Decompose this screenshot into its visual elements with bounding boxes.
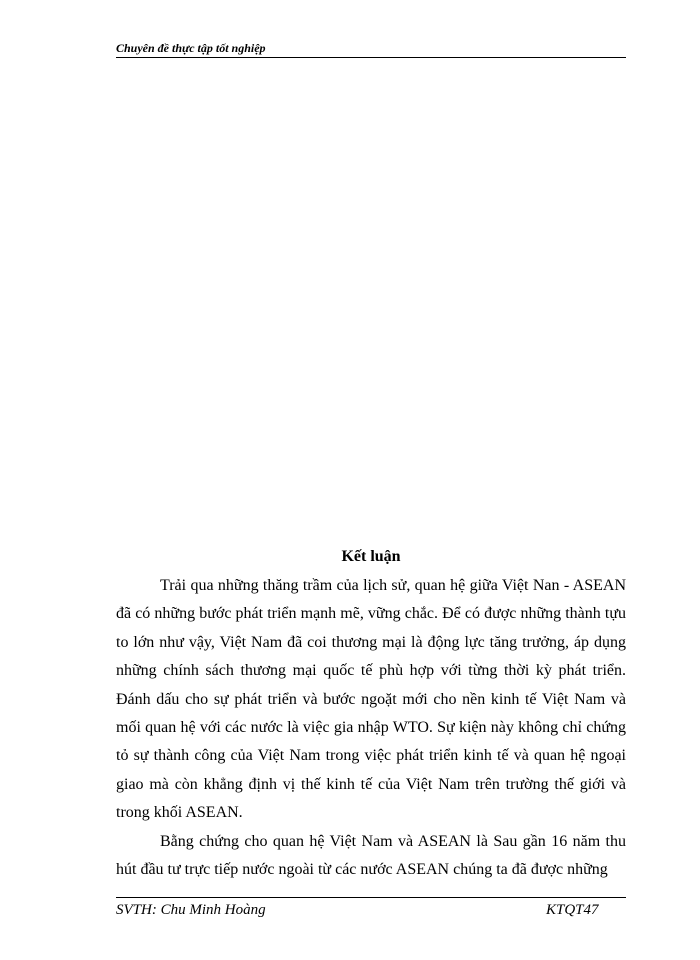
header-divider xyxy=(116,57,626,58)
section-body xyxy=(116,572,626,884)
paragraph: Trải qua những thăng trầm của lịch sử, quan hệ giữa Việt Nan - ASEAN đã có những bước phát triển mạnh mẽ, vững chắc. Để có được những thành tựu to lớn như vậy, Việt Nam đã coi thương mại là động lực tăng trưởng, áp dụng những chính sách thương mại quốc tế phù hợp với từng thời kỳ phát triển. Đánh dấu cho sự phát triển và bước ngoặt mới cho nền kinh tế Việt Nam và mối quan hệ với các nước là việc gia nhập WTO. Sự kiện này không chỉ chứng tỏ sự thành công của Việt Nam trong việc phát triển kinh tế và quan hệ ngoại giao mà còn khẳng định vị thế kinh tế của Việt Nam trên trường thế giới và trong khối ASEAN. xyxy=(116,577,626,822)
paragraph: Bằng chứng cho quan hệ Việt Nam và ASEAN là Sau gần 16 năm thu hút đầu tư trực tiếp nước ngoài từ các nước ASEAN chúng ta đã được những xyxy=(116,832,626,879)
footer-class-code: KTQT47 xyxy=(546,902,599,918)
footer-divider xyxy=(116,897,626,898)
footer-author: SVTH: Chu Minh Hoàng xyxy=(116,902,266,918)
page-header-title: Chuyên đề thực tập tốt nghiệp xyxy=(116,41,266,55)
section-heading: Kết luận xyxy=(341,548,401,565)
